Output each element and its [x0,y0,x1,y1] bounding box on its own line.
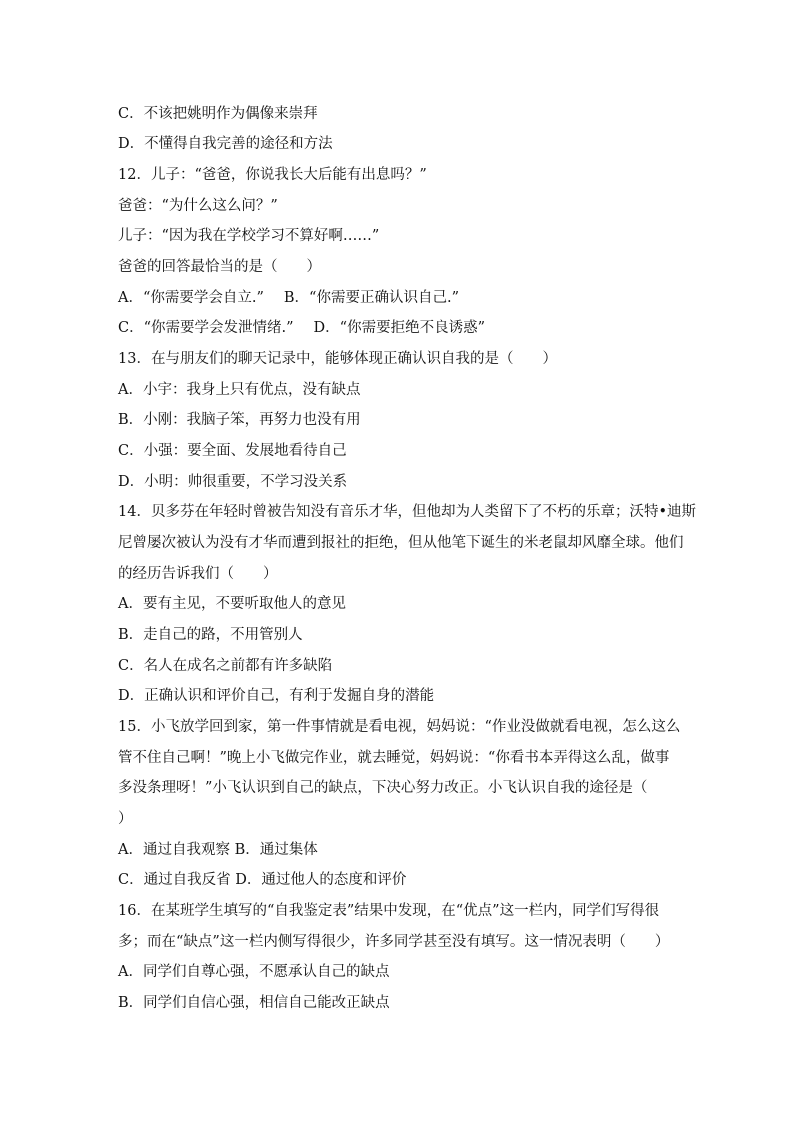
q14-option-b: B．走自己的路，不用管别人 [118,627,303,643]
q13-stem: 13．在与朋友们的聊天记录中，能够体现正确认识自我的是（ ） [118,351,557,367]
q12-question: 爸爸的回答最恰当的是（ ） [118,259,321,275]
q14-option-a: A．要有主见，不要听取他人的意见 [118,596,346,612]
q16-option-b: B．同学们自信心强，相信自己能改正缺点 [118,995,390,1011]
q12-dialogue-son: 儿子：“因为我在学校学习不算好啊……” [118,228,380,244]
q13-option-c: C．小强：要全面、发展地看待自己 [118,443,347,459]
q16-option-a: A．同学们自尊心强，不愿承认自己的缺点 [118,964,390,980]
q15-options-cd: C．通过自我反省 D．通过他人的态度和评价 [118,872,407,888]
q12-option-b: B．“你需要正确认识自己.” [283,290,459,306]
q14-stem-line-2: 尼曾屡次被认为没有才华而遭到报社的拒绝，但从他笔下诞生的米老鼠却风靡全球。他们 [118,535,684,551]
q14-option-c: C．名人在成名之前都有许多缺陷 [118,658,333,674]
q12-dialogue-father: 爸爸：“为什么这么问？” [118,198,278,214]
q16-stem-line-2: 多；而在“缺点”这一栏内侧写得很少，许多同学甚至没有填写。这一情况表明（ ） [118,934,670,950]
q12-option-a: A．“你需要学会自立.” [118,290,264,306]
q15-stem-line-2: 管不住自己啊！”晚上小飞做完作业，就去睡觉，妈妈说：“你看书本弄得这么乱，做事 [118,750,670,766]
q12-options-row-2 [118,318,694,338]
q12-option-c: C．“你需要学会发泄情绪.” [118,320,294,336]
q11-option-d: D．不懂得自我完善的途径和方法 [118,136,333,152]
q14-option-d: D．正确认识和评价自己，有利于发掘自身的潜能 [118,688,435,704]
q12-options-row-1 [118,288,694,308]
q14-stem-line-3: 的经历告诉我们（ ） [118,566,278,582]
q15-stem-line-1: 15．小飞放学回到家，第一件事情就是看电视，妈妈说：“作业没做就看电视，怎么这么 [118,719,681,735]
q13-option-a: A．小宇：我身上只有优点，没有缺点 [118,382,361,398]
q11-option-c: C．不该把姚明作为偶像来崇拜 [118,106,318,122]
q15-options-ab: A．通过自我观察 B．通过集体 [118,842,318,858]
q13-option-d: D．小明：帅很重要，不学习没关系 [118,474,348,490]
q15-stem-line-3: 多没条理呀！”小飞认识到自己的缺点，下决心努力改正。小飞认识自我的途径是（ [118,780,648,796]
q16-stem-line-1: 16．在某班学生填写的“自我鉴定表”结果中发现，在“优点”这一栏内，同学们写得很 [118,903,660,919]
q13-option-b: B．小刚：我脑子笨，再努力也没有用 [118,412,361,428]
q14-stem-line-1: 14．贝多芬在年轻时曾被告知没有音乐才华，但他却为人类留下了不朽的乐章；沃特•迪斯 [118,504,696,520]
q15-stem-line-4: ） [118,811,133,827]
q12-option-d: D．“你需要拒绝不良诱惑” [313,320,485,336]
q12-stem: 12．儿子：“爸爸，你说我长大后能有出息吗？” [118,167,427,183]
